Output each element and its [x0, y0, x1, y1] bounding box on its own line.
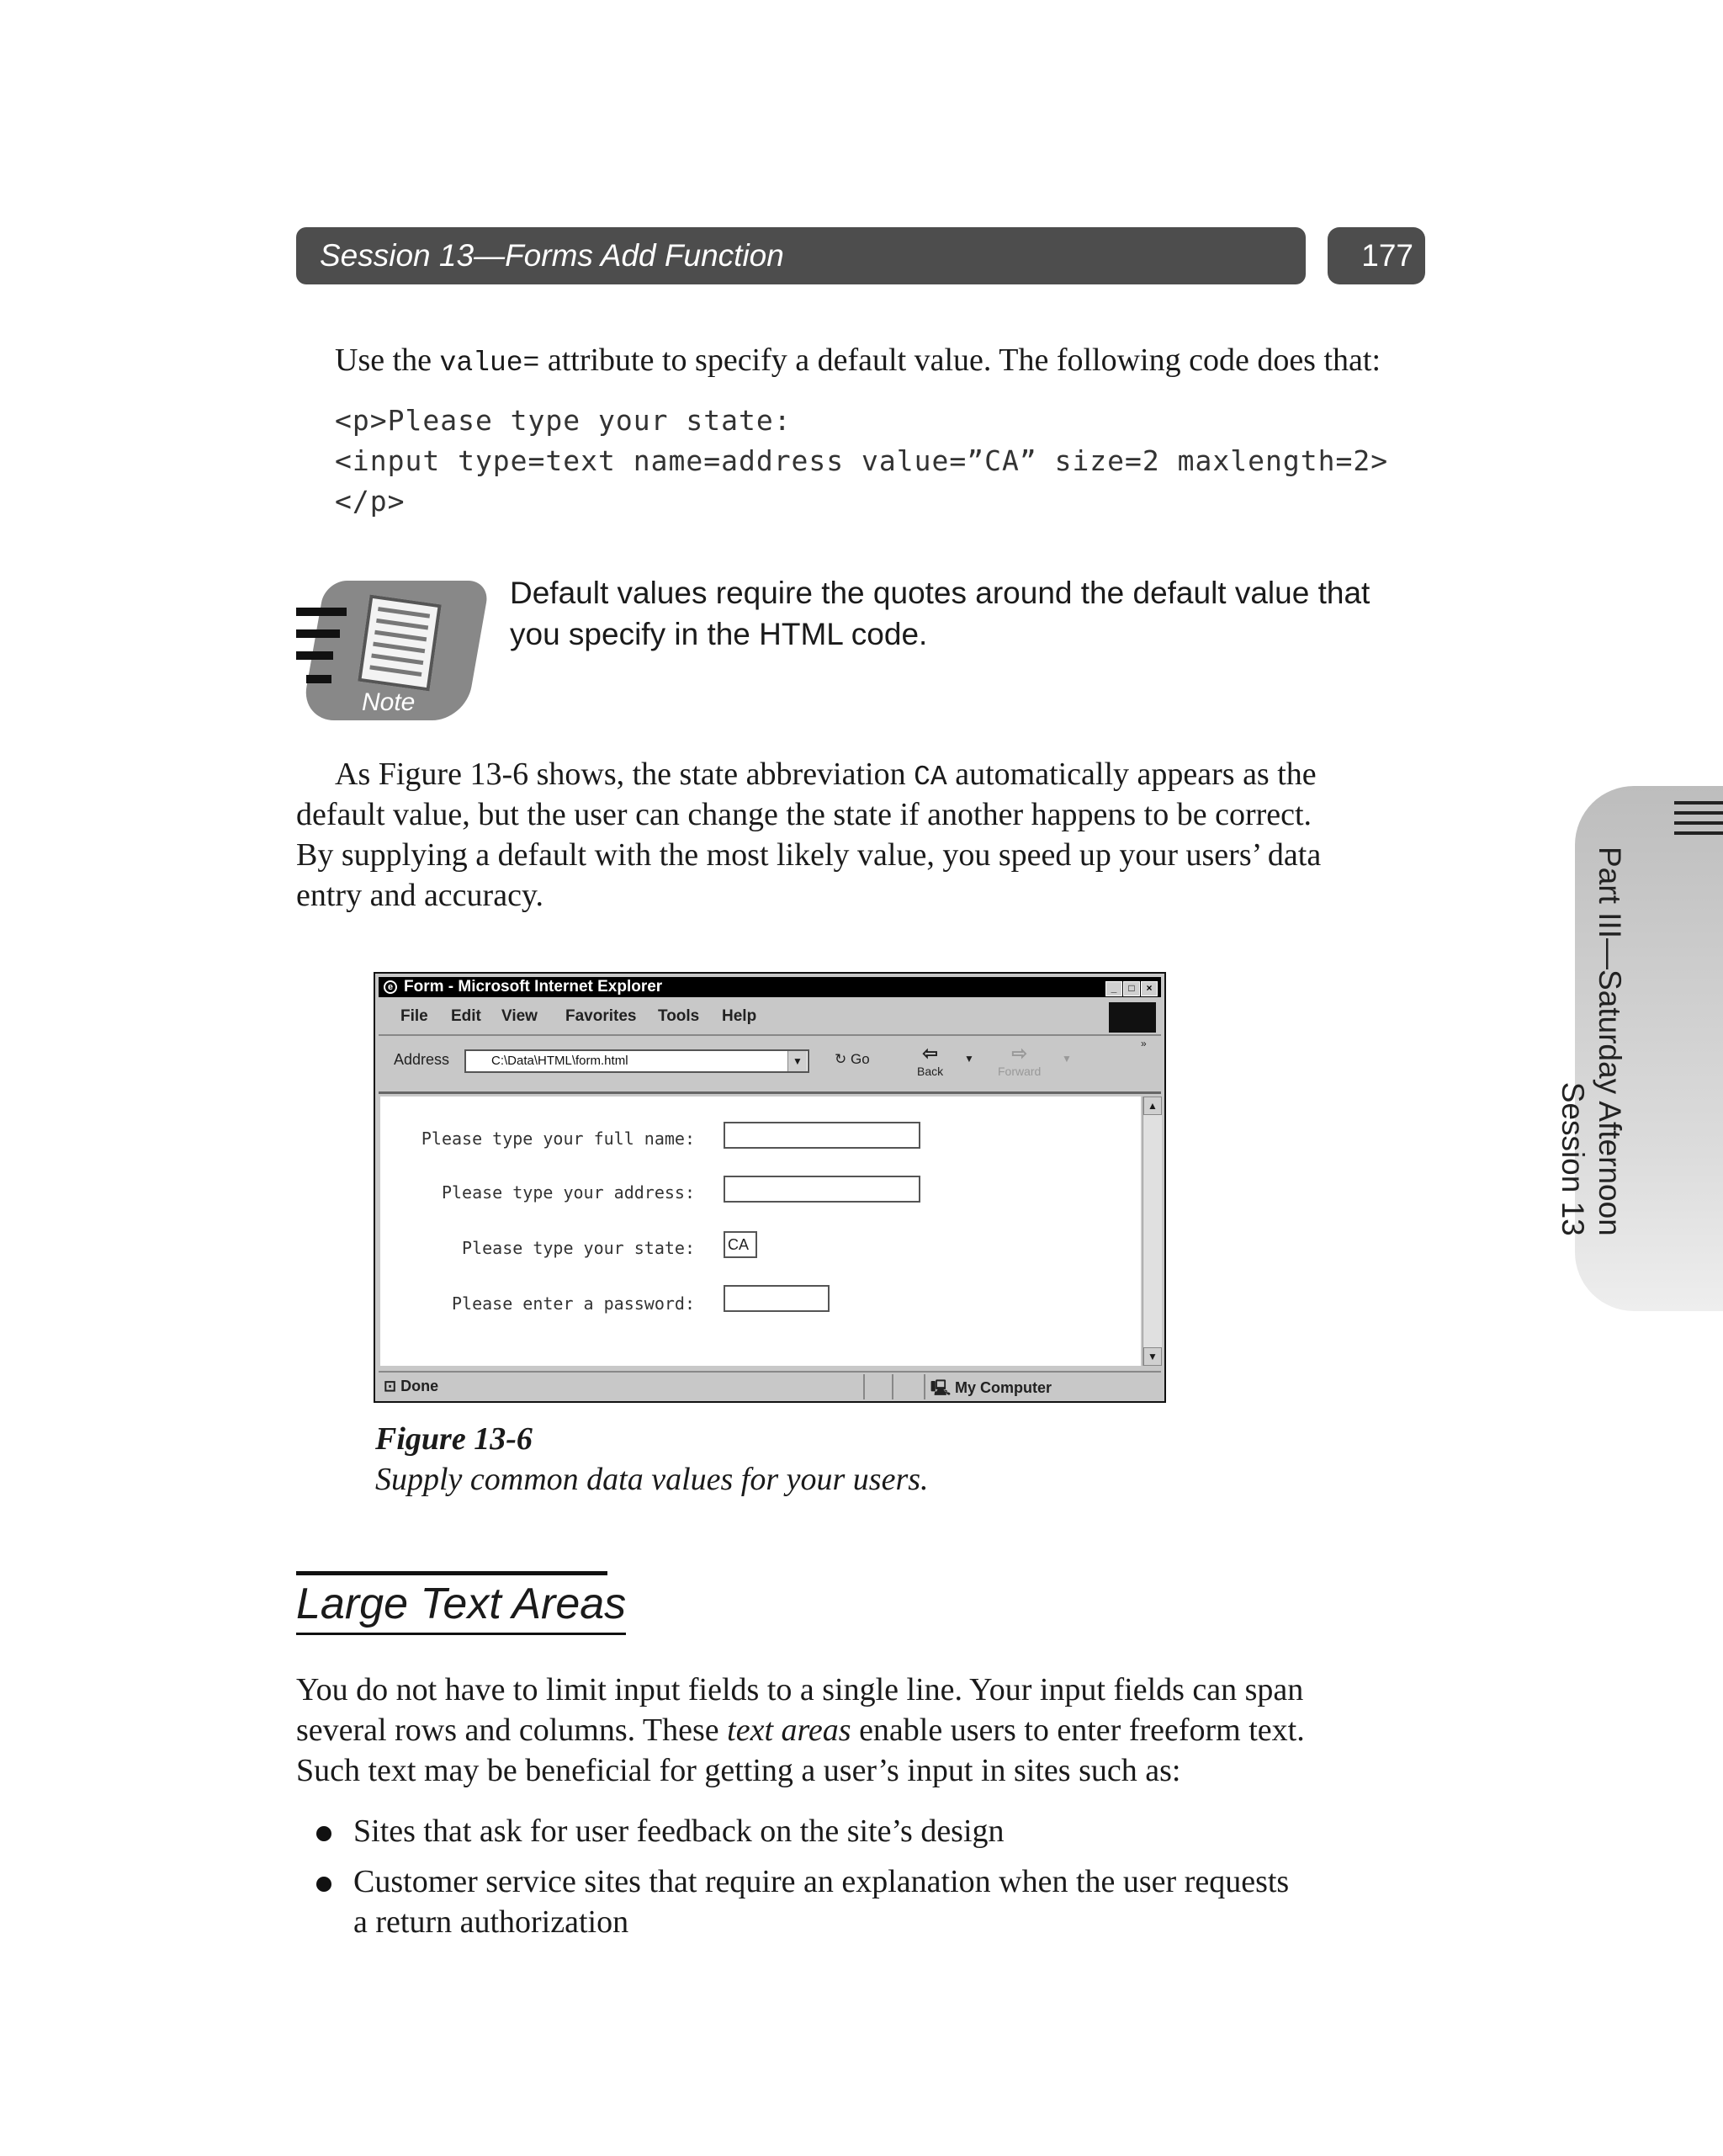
window-title: Form - Microsoft Internet Explorer: [404, 978, 663, 996]
forward-button[interactable]: [998, 1043, 1041, 1078]
windows-logo-icon: [1109, 1002, 1156, 1033]
status-bar: [379, 1371, 1161, 1401]
section-heading: Large Text Areas: [296, 1579, 626, 1635]
intro-paragraph: [335, 340, 1381, 384]
code-line-2: <input type=text name=address value=”CA” size=2 maxlength=2>: [335, 444, 1389, 477]
address-bar: [379, 1036, 1161, 1094]
paragraph-2-line-1: You do not have to limit input fields to a single line. Your input fields can span: [296, 1672, 1304, 1707]
ie-app-icon: e: [384, 980, 397, 994]
p1-text: As Figure 13-6 shows, the state abbreviation: [335, 757, 915, 792]
go-label: Go: [850, 1051, 870, 1067]
paragraph-2-line-2: [296, 1710, 1305, 1750]
scroll-down-icon[interactable]: ▼: [1143, 1347, 1162, 1366]
p2-emphasis: text areas: [727, 1713, 851, 1748]
form-label-address: Please type your address:: [441, 1182, 695, 1203]
scroll-up-icon[interactable]: ▲: [1143, 1097, 1162, 1115]
status-divider: [924, 1374, 925, 1399]
menu-tools[interactable]: Tools: [658, 1007, 700, 1025]
section-rule: [296, 1571, 607, 1575]
page-content: [380, 1097, 1141, 1366]
maximize-icon[interactable]: □: [1123, 981, 1140, 996]
menu-bar: [379, 999, 1161, 1036]
p1-code: CA: [914, 762, 947, 793]
running-header-title: Session 13—Forms Add Function: [320, 238, 784, 273]
side-tab-session: Session 13: [1556, 1081, 1590, 1236]
intro-text-pre: Use the: [335, 343, 440, 378]
page-number: 177: [1328, 227, 1425, 284]
forward-label: Forward: [998, 1065, 1042, 1078]
forward-arrow-icon: ⇨: [1011, 1043, 1027, 1064]
status-done: ⊡ Done: [384, 1378, 439, 1394]
full-name-input[interactable]: [724, 1122, 920, 1149]
state-input[interactable]: CA: [724, 1231, 757, 1258]
address-input[interactable]: C:\Data\HTML\form.html: [464, 1049, 809, 1073]
back-button[interactable]: [917, 1043, 943, 1078]
back-arrow-icon: ⇦: [922, 1043, 938, 1064]
back-dropdown-icon[interactable]: ▼: [964, 1053, 974, 1065]
form-label-state: Please type your state:: [462, 1238, 695, 1258]
status-zone: 🖳 My Computer: [930, 1379, 1052, 1396]
bullet-2-line-2: a return authorization: [353, 1904, 629, 1940]
side-tab-text: [1554, 847, 1628, 1236]
forward-dropdown-icon[interactable]: ▼: [1062, 1053, 1072, 1065]
address-field[interactable]: [724, 1176, 920, 1203]
status-divider: [892, 1374, 893, 1399]
paragraph-1-line-4: entry and accuracy.: [296, 878, 543, 913]
window-titlebar: [379, 977, 1161, 997]
figure-caption: Supply common data values for your users.: [375, 1462, 929, 1497]
form-label-password: Please enter a password:: [452, 1293, 695, 1314]
chevron-more-icon[interactable]: »: [1141, 1038, 1147, 1049]
go-button[interactable]: ↻ Go: [835, 1051, 870, 1067]
menu-file[interactable]: File: [400, 1007, 428, 1025]
close-icon[interactable]: ×: [1141, 981, 1158, 996]
figure-number: Figure 13-6: [375, 1421, 533, 1457]
bullet-icon: [316, 1826, 331, 1841]
side-tab-part: Part III—Saturday Afternoon: [1593, 847, 1627, 1236]
paragraph-2-line-3: Such text may be beneficial for getting a user’s input in sites such as:: [296, 1753, 1181, 1788]
p2-text-post: enable users to enter freeform text.: [851, 1713, 1305, 1748]
code-line-1: <p>Please type your state:: [335, 404, 792, 437]
intro-text-post: attribute to specify a default value. The following code does that:: [539, 343, 1381, 378]
minimize-icon[interactable]: _: [1105, 981, 1122, 996]
note-text: Default values require the quotes around the default value that you specify in the HTML code.: [510, 576, 1370, 651]
back-label: Back: [917, 1065, 944, 1078]
address-dropdown-icon[interactable]: ▼: [787, 1051, 807, 1071]
p2-text: several rows and columns. These: [296, 1713, 728, 1748]
bullet-1-line-1: Sites that ask for user feedback on the site’s design: [353, 1813, 1005, 1849]
menu-favorites[interactable]: Favorites: [565, 1007, 637, 1025]
status-divider: [863, 1374, 865, 1399]
paragraph-1-line-1: [335, 754, 1317, 798]
paragraph-1-line-2: default value, but the user can change the state if another happens to be correct.: [296, 797, 1312, 832]
code-line-3: </p>: [335, 485, 406, 518]
bullet-2-line-1: Customer service sites that require an explanation when the user requests: [353, 1864, 1290, 1899]
menu-view[interactable]: View: [501, 1007, 538, 1025]
password-input[interactable]: [724, 1285, 830, 1312]
note-document-icon: [358, 595, 442, 692]
form-label-full-name: Please type your full name:: [421, 1128, 695, 1149]
menu-edit[interactable]: Edit: [451, 1007, 481, 1025]
vertical-scrollbar[interactable]: [1142, 1097, 1162, 1366]
p1-text-post: automatically appears as the: [946, 757, 1317, 792]
menu-help[interactable]: Help: [722, 1007, 757, 1025]
intro-code: value=: [439, 348, 540, 379]
address-label: Address: [394, 1051, 450, 1068]
figure-screenshot: [374, 972, 1166, 1403]
note-label: Note: [362, 688, 416, 716]
paragraph-1-line-3: By supplying a default with the most likely value, you speed up your users’ data: [296, 837, 1322, 873]
status-right-text: My Computer: [955, 1379, 1052, 1396]
status-left-text: Done: [400, 1378, 439, 1394]
bullet-icon: [316, 1877, 331, 1892]
